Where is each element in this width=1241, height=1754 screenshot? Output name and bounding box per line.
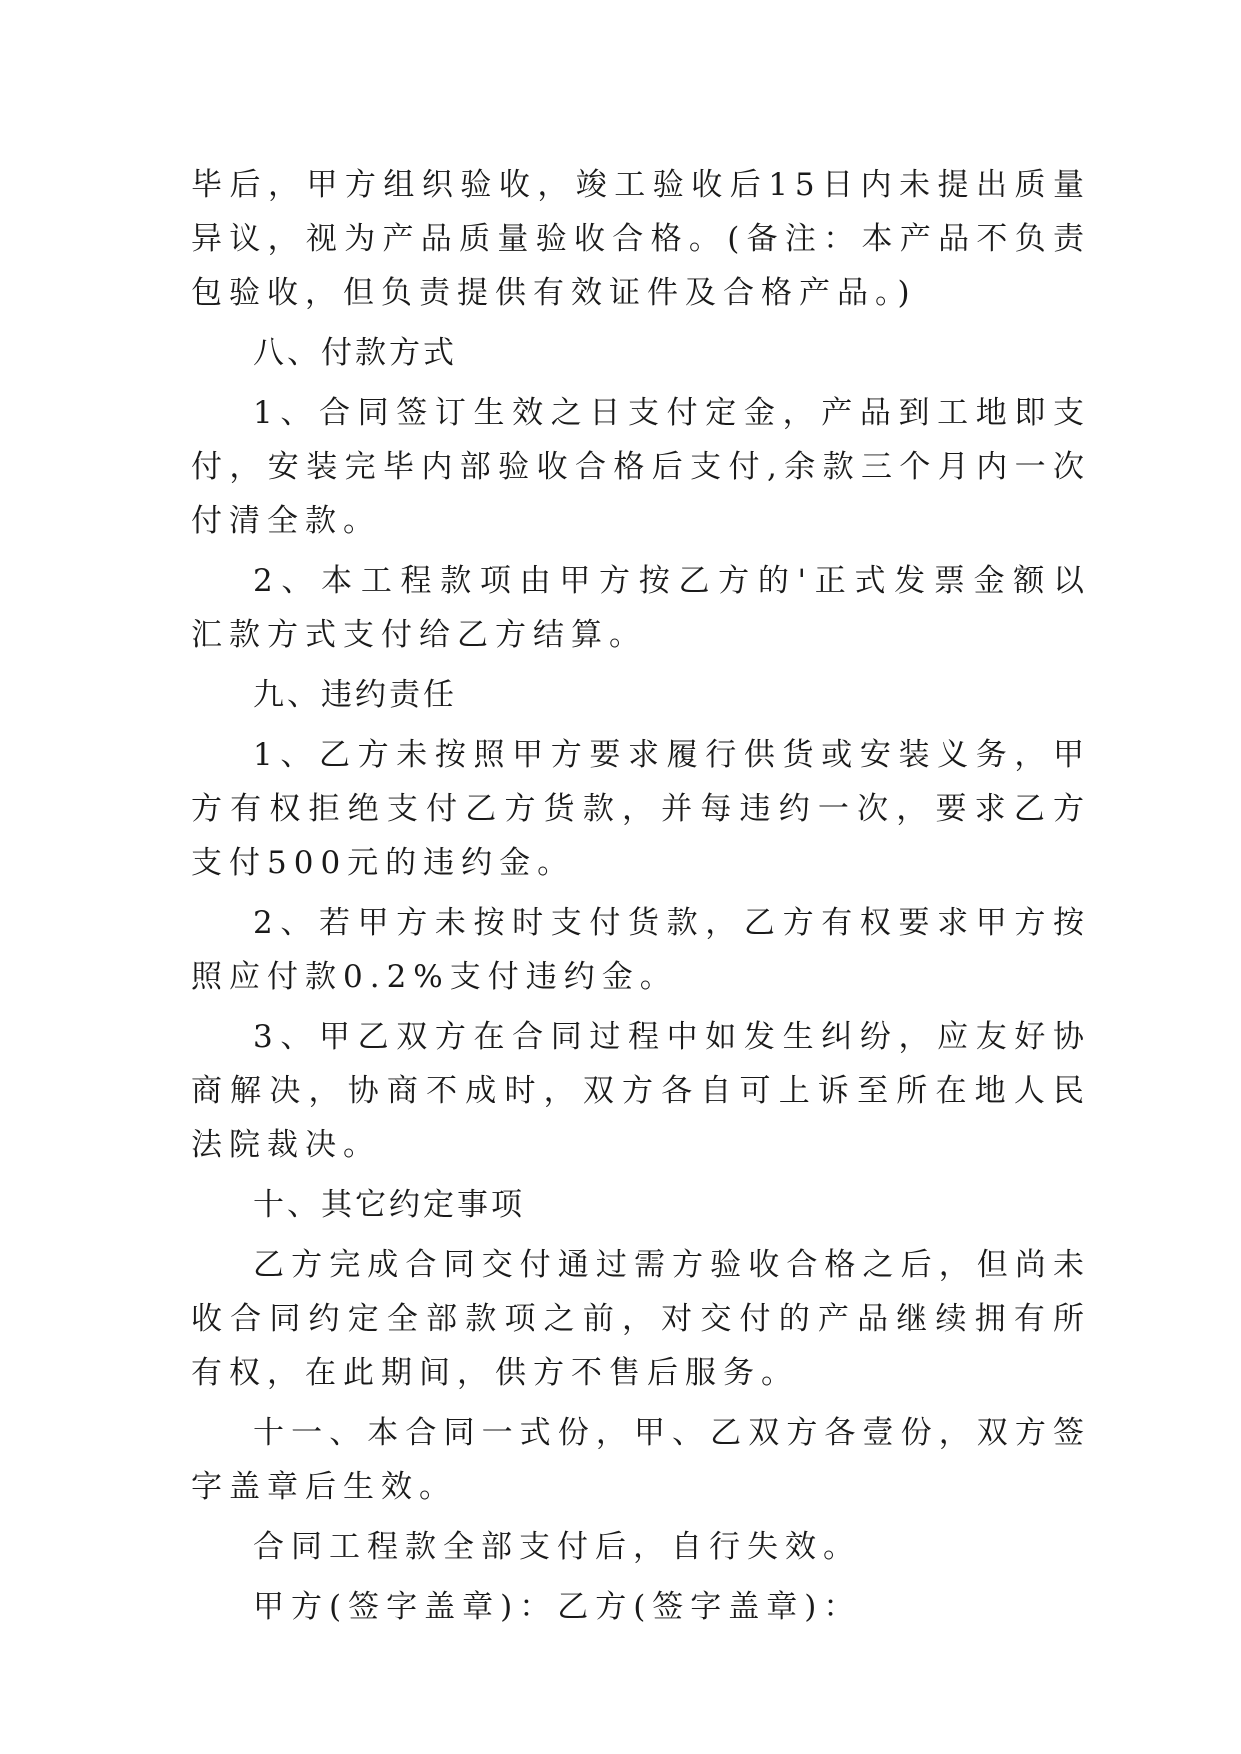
- heading-payment-method: 八、付款方式: [253, 335, 457, 371]
- paragraph-acceptance: 毕后，甲方组织验收，竣工验收后15日内未提出质量异议，视为产品质量验收合格。(备注：本产品不负责包验收，但负责提供有效证件及合格产品。): [191, 167, 1091, 311]
- signature-line: 甲方(签字盖章)：乙方(签字盖章)：: [253, 1589, 862, 1625]
- heading-breach-liability: 九、违约责任: [253, 677, 457, 713]
- paragraph-breach-3: 3、甲乙双方在合同过程中如发生纠纷，应友好协商解决，协商不成时，双方各自可上诉至所在地人民法院裁决。: [191, 1019, 1091, 1163]
- paragraph-payment-1: 1、合同签订生效之日支付定金，产品到工地即支付，安装完毕内部验收合格后支付,余款三个月内一次付清全款。: [191, 395, 1091, 539]
- heading-other-terms: 十、其它约定事项: [253, 1187, 525, 1223]
- paragraph-copies: 十一、本合同一式份，甲、乙双方各壹份，双方签字盖章后生效。: [191, 1415, 1091, 1505]
- paragraph-other-terms: 乙方完成合同交付通过需方验收合格之后，但尚未收合同约定全部款项之前，对交付的产品继续拥有所有权，在此期间，供方不售后服务。: [191, 1247, 1091, 1391]
- paragraph-breach-1: 1、乙方未按照甲方要求履行供货或安装义务，甲方有权拒绝支付乙方货款，并每违约一次，要求乙方支付500元的违约金。: [191, 737, 1091, 881]
- document-body: [191, 158, 1091, 1640]
- paragraph-payment-2: 2、本工程款项由甲方按乙方的'正式发票金额以汇款方式支付给乙方结算。: [191, 563, 1091, 653]
- paragraph-expiry: 合同工程款全部支付后，自行失效。: [253, 1529, 861, 1565]
- paragraph-breach-2: 2、若甲方未按时支付货款，乙方有权要求甲方按照应付款0.2%支付违约金。: [191, 905, 1091, 995]
